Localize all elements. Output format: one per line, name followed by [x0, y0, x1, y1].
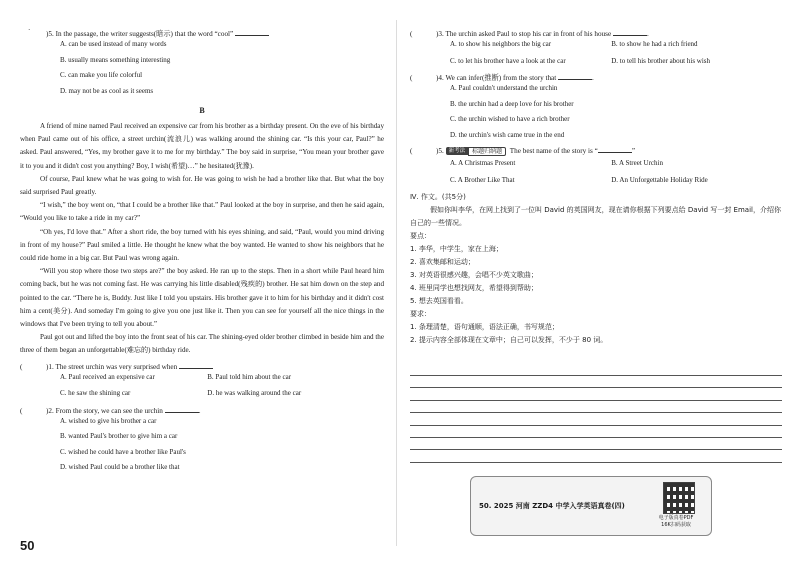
writing-point-5: 5. 想去英国看看。: [410, 297, 468, 305]
answer-line: [410, 449, 782, 450]
question-3-stem: ( )3. The urchin asked Paul to stop his car in front of his house .: [410, 30, 649, 38]
requirement-2: 2. 提示内容全部体现在文章中；自己可以发挥，不少于 80 词。: [410, 336, 608, 344]
question-4-stem: ( )4. We can infer(推断) from the story that .: [410, 74, 594, 82]
answer-blank: [613, 28, 647, 36]
question-5-stem: )5. In the passage, the writer suggests(暗示) that the word “cool”: [20, 28, 384, 39]
qr-caption: 电子版真卷PDF 16K扫码获取: [658, 515, 694, 528]
passage-paragraph-5: “Will you stop where those two steps are?” the boy asked. He ran up to the steps. Then in a short while Paul heard him coming back, but he was not coming fast. He was carrying his little disabled(残疾的) brother. He sat him down on the step and pointed to the car. “There he is, Buddy. Just like I told you upstairs. His brother gave it to him for his birthday and it didn't cost him a cent(美分). And someday I'm going to give you one just like it. Then you can see for yourself all the nice things in the windows that I've been trying to tell you about.”: [20, 267, 384, 329]
q1-option-d: D. he was walking around the car: [207, 389, 302, 398]
q5-title-option-a: A. A Christmas Present: [450, 159, 516, 167]
exam-title: 50. 2025 河南 ZZD4 中学入学英语真卷(四): [479, 502, 625, 510]
answer-blank: [179, 361, 213, 369]
passage-paragraph-2: Of course, Paul knew what he was going to wish for. He was going to wish he had a brother like that. But what the boy said surprised Paul greatly.: [20, 174, 384, 197]
q4-option-b: B. the urchin had a deep love for his brother: [450, 99, 574, 108]
q4-option-d: D. the urchin's wish came true in the end: [450, 130, 565, 139]
requirement-1: 1. 条理清楚，语句通顺，语法正确，书写规范；: [410, 323, 559, 331]
question-1-stem: ( )1. The street urchin was very surprised when: [20, 361, 384, 372]
q5-option-c: C. can make you life colorful: [60, 71, 143, 79]
points-label: 要点：: [410, 232, 431, 240]
margin-mark: ·: [28, 26, 31, 34]
column-divider: [396, 20, 397, 546]
answer-line: [410, 375, 782, 376]
q2-option-b: B. wanted Paul's brother to give him a car: [60, 432, 178, 441]
answer-line: [410, 387, 782, 388]
passage-paragraph-4: “Oh yes, I'd love that.” After a short ride, the boy turned with his eyes shining, and said, “Paul, would you mind driving in front of my house?” Paul smiled a little. He thought he knew what the boy wanted. He wanted to show his neighbors that he could ride home in a big car. But Paul was wrong again.: [20, 227, 384, 263]
writing-point-4: 4. 班里同学也想找网友，希望得到帮助；: [410, 284, 538, 292]
q2-option-c: C. wished he could have a brother like Paul's: [60, 447, 186, 456]
section-b-heading: B: [199, 106, 205, 115]
q5-title-option-d: D. An Unforgettable Holiday Ride: [611, 175, 708, 184]
q2-option-d: D. wished Paul could be a brother like that: [60, 463, 180, 472]
q5-option-d: D. may not be as cool as it seems: [60, 86, 154, 95]
q1-option-c: C. he saw the shining car: [60, 389, 131, 398]
left-column: [20, 28, 384, 478]
q3-option-c: C. to let his brother have a look at the car: [450, 56, 566, 65]
q1-option-b: B. Paul told him about the car: [207, 372, 292, 381]
q3-options-row-2: [410, 56, 782, 73]
q1-option-a: A. Paul received an expensive car: [60, 372, 155, 381]
answer-blank: [558, 72, 592, 80]
answer-line: [410, 437, 782, 438]
q3-option-b: B. to show he had a rich friend: [611, 40, 698, 48]
q1-options-row-1: [20, 372, 384, 389]
qr-code-icon[interactable]: [663, 482, 695, 514]
writing-point-1: 1. 李华，中学生，家在上海；: [410, 245, 503, 253]
q1-options-row-2: [20, 388, 384, 405]
title-question-tag: 标题归纳题: [468, 147, 506, 156]
writing-point-3: 3. 对英语很感兴趣，会唱不少英文歌曲；: [410, 271, 538, 279]
writing-point-2: 2. 喜欢集邮和运动；: [410, 258, 475, 266]
answer-line: [410, 462, 782, 463]
page-number: 50: [20, 538, 35, 553]
q2-option-a: A. wished to give his brother a car: [60, 416, 157, 425]
question-5-title-stem: ( )5. 新考法 标题归纳题 The best name of the story is “ ”: [410, 147, 636, 155]
new-method-tag: 新考法: [446, 147, 469, 155]
q5-option-b: B. usually means something interesting: [60, 55, 171, 64]
q4-option-a: A. Paul couldn't understand the urchin: [450, 84, 558, 92]
requirements-label: 要求：: [410, 310, 431, 318]
q5-options-row-1: [410, 158, 782, 175]
q3-option-d: D. to tell his brother about his wish: [611, 56, 711, 65]
answer-line: [410, 425, 782, 426]
q5-options-row-2: [410, 175, 782, 192]
writing-prompt: 假如你叫李华，在网上找到了一位叫 David 的英国网友，现在请你根据下列要点给 David 写一封 Email，介绍你自己的一些情况。: [410, 206, 781, 227]
answer-blank: [598, 145, 632, 153]
writing-heading: Ⅳ. 作文。(共5分): [410, 193, 466, 201]
q5-option-a: A. can be used instead of many words: [60, 40, 167, 48]
writing-answer-lines: [410, 375, 782, 474]
q3-option-a: A. to show his neighbors the big car: [450, 40, 552, 48]
passage-paragraph-1: A friend of mine named Paul received an expensive car from his brother as a birthday present. On the eve of his birthday when Paul came out of his office, a street urchin(流浪儿) was walking around the shining car. “Is this your car, Paul?” he asked. Paul answered, “Yes, my brother gave it to me for my birthday.” The boy said in surprise, “You mean your brother gave it to you and it didn't cost you anything? Boy, I wish(希望)…” he hesitated(犹豫).: [20, 122, 384, 170]
q3-options-row-1: [410, 39, 782, 56]
exam-footer-card: [470, 476, 712, 536]
q5-title-option-b: B. A Street Urchin: [611, 159, 663, 167]
q5-title-option-c: C. A Brother Like That: [450, 175, 515, 184]
answer-blank: [165, 405, 199, 413]
q4-option-c: C. the urchin wished to have a rich brother: [450, 115, 570, 123]
question-type-badge: [446, 147, 507, 156]
answer-line: [410, 412, 782, 413]
right-column: [410, 28, 782, 347]
answer-blank: [235, 28, 269, 36]
question-2-stem: ( )2. From the story, we can see the urchin .: [20, 406, 201, 415]
answer-line: [410, 400, 782, 401]
passage-paragraph-6: Paul got out and lifted the boy into the front seat of his car. The shining-eyed older brother climbed in beside him and the three of them began an unforgettable(难忘的) birthday ride.: [20, 333, 384, 355]
passage-paragraph-3: “I wish,” the boy went on, “that I could be a brother like that.” Paul looked at the boy in surprise, and then he said again, “Would you like to take a ride in my car?”: [20, 201, 384, 223]
